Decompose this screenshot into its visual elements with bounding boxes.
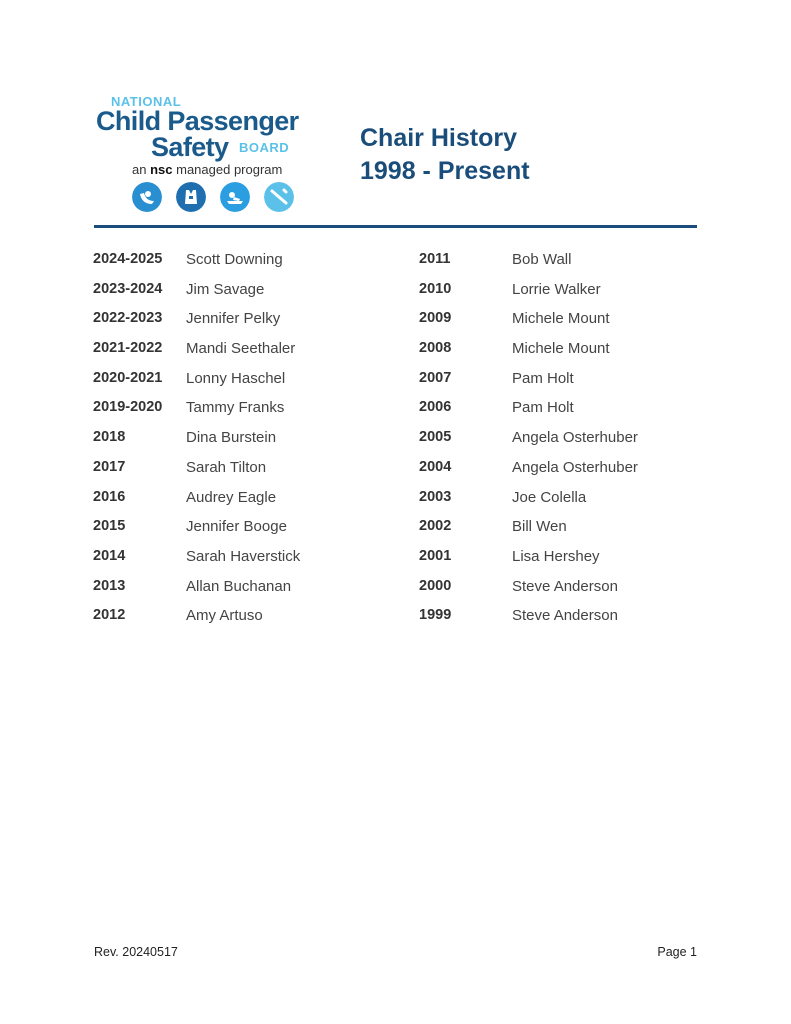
chair-row: [419, 453, 719, 483]
logo-tagline-suffix: managed program: [176, 162, 283, 177]
chair-row: [93, 601, 393, 631]
chair-name: Lonny Haschel: [186, 369, 286, 387]
chair-term-year: 2001: [419, 547, 452, 564]
chair-term-year: 2002: [419, 518, 452, 535]
chair-row: [419, 512, 719, 542]
chair-term-year: 2014: [93, 547, 126, 564]
child-vest-icon: [176, 182, 206, 212]
chair-row: [93, 275, 393, 305]
chair-row: [419, 364, 719, 394]
chair-name: Tammy Franks: [186, 399, 285, 417]
chair-name: Jim Savage: [186, 280, 265, 298]
logo-tagline: [132, 162, 282, 177]
chair-term-year: 2009: [419, 310, 452, 327]
chair-name: Sarah Haverstick: [186, 547, 301, 565]
chair-name: Angela Osterhuber: [512, 429, 638, 447]
page-title: [360, 122, 530, 188]
chair-name: Michele Mount: [512, 310, 610, 328]
chair-name: Pam Holt: [512, 369, 574, 387]
chair-list-left: [93, 245, 393, 631]
chair-term-year: 2015: [93, 518, 126, 535]
chair-row: [419, 245, 719, 275]
logo-child-passenger-text: Child Passenger: [96, 106, 299, 136]
chair-name: Amy Artuso: [186, 607, 263, 625]
chair-term-year: 2012: [93, 607, 126, 624]
chair-term-year: 2008: [419, 340, 452, 357]
chair-term-year: 2019-2020: [93, 399, 163, 416]
header-divider: [94, 225, 697, 228]
chair-name: Dina Burstein: [186, 429, 277, 447]
chair-term-year: 2011: [419, 251, 451, 267]
chair-term-year: 2023-2024: [93, 280, 163, 297]
chair-row: [93, 245, 393, 275]
chair-name: Jennifer Pelky: [186, 310, 281, 328]
chair-term-year: 2010: [419, 280, 452, 297]
logo-safety-text: Safety: [151, 132, 229, 162]
chair-name: Angela Osterhuber: [512, 458, 638, 476]
chair-row: [93, 542, 393, 572]
chair-row: [419, 601, 719, 631]
chair-row: [93, 423, 393, 453]
revision-label: Rev. 20240517: [94, 945, 178, 959]
seatbelt-icon: [264, 182, 294, 212]
chair-name: Lisa Hershey: [512, 547, 600, 565]
chair-row: [419, 572, 719, 602]
booster-seat-icon: [220, 182, 250, 212]
chair-term-year: 2017: [93, 458, 126, 475]
chair-term-year: 2007: [419, 369, 452, 386]
chair-term-year: 2005: [419, 429, 452, 446]
chair-term-year: 2004: [419, 458, 452, 475]
chair-row: [93, 512, 393, 542]
chair-row: [419, 275, 719, 305]
chair-row: [419, 304, 719, 334]
logo-national-text: NATIONAL: [111, 94, 182, 109]
chair-term-year: 2021-2022: [93, 340, 163, 357]
chair-term-year: 2000: [419, 577, 452, 594]
chair-term-year: 2013: [93, 577, 126, 594]
logo-icon-row: [132, 182, 294, 212]
chair-row: [93, 393, 393, 423]
chair-row: [419, 423, 719, 453]
chair-row: [419, 393, 719, 423]
chair-row: [93, 304, 393, 334]
chair-name: Steve Anderson: [512, 607, 618, 625]
chair-row: [93, 483, 393, 513]
chair-term-year: 2020-2021: [93, 369, 163, 386]
chair-name: Jennifer Booge: [186, 518, 287, 536]
chair-name: Lorrie Walker: [512, 280, 601, 298]
chair-name: Michele Mount: [512, 340, 610, 358]
chair-row: [419, 483, 719, 513]
logo-tagline-prefix: an: [132, 162, 147, 177]
chair-term-year: 2003: [419, 488, 452, 505]
chair-term-year: 1999: [419, 607, 452, 624]
title-line-2: 1998 - Present: [360, 157, 530, 185]
chair-row: [93, 453, 393, 483]
chair-row: [93, 334, 393, 364]
chair-term-year: 2022-2023: [93, 310, 163, 327]
chair-term-year: 2024-2025: [93, 251, 163, 267]
chair-row: [419, 542, 719, 572]
title-line-1: Chair History: [360, 124, 517, 152]
chair-term-year: 2018: [93, 429, 126, 446]
chair-name: Mandi Seethaler: [186, 340, 296, 358]
chair-name: Bill Wen: [512, 518, 567, 536]
logo-board-text: BOARD: [239, 140, 290, 155]
chair-name: Joe Colella: [512, 488, 587, 506]
chair-term-year: 2006: [419, 399, 452, 416]
chair-name: Scott Downing: [186, 251, 283, 268]
chair-row: [93, 364, 393, 394]
chair-name: Bob Wall: [512, 251, 572, 268]
chair-name: Allan Buchanan: [186, 577, 292, 595]
chair-row: [419, 334, 719, 364]
chair-list-right: [419, 245, 719, 631]
chair-name: Audrey Eagle: [186, 488, 277, 506]
chair-term-year: 2016: [93, 488, 126, 505]
infant-seat-icon: [132, 182, 162, 212]
chair-name: Pam Holt: [512, 399, 574, 417]
logo-tagline-brand: nsc: [150, 162, 173, 177]
chair-name: Sarah Tilton: [186, 458, 267, 476]
board-logo: [96, 94, 306, 214]
chair-row: [93, 572, 393, 602]
chair-name: Steve Anderson: [512, 577, 618, 595]
page-number: Page 1: [657, 945, 697, 959]
